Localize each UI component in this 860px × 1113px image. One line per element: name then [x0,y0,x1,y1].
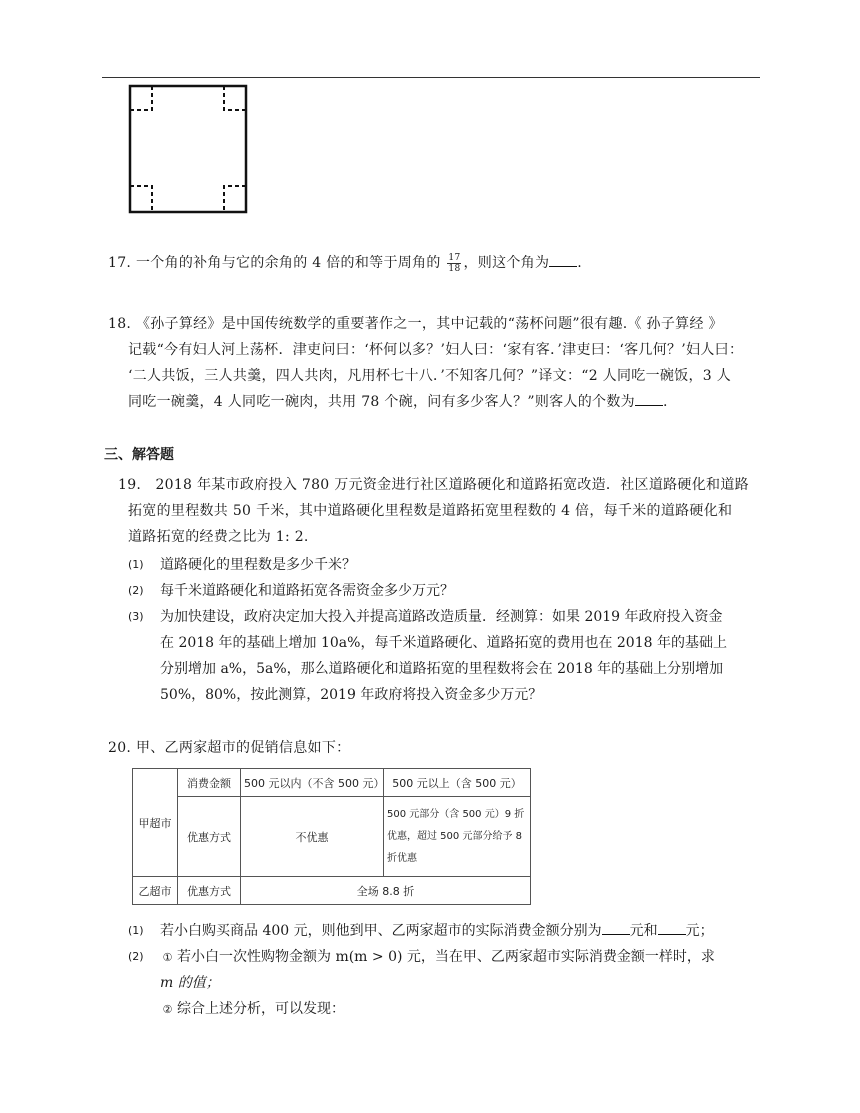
answer-blank[interactable] [658,920,686,935]
circled-number: ① [162,950,173,964]
answer-blank[interactable] [549,252,577,267]
question-text: ，则这个角为 [463,255,550,271]
question-line: 同吃一碗羹，4 人同吃一碗肉，共用 78 个碗，问有多少客人？”则客人的个数为 [128,394,635,410]
sub-line: 每千米道路硬化和道路拓宽各需资金多少万元？ [160,583,454,599]
question-number: 17. [108,255,132,271]
sub-line: 为加快建设，政府决定加大投入并提高道路改造质量．经测算：如果 2019 年政府投入资金 [160,609,723,625]
store-jia-label: 甲超市 [133,769,178,877]
question-number: 18. [108,316,132,332]
circled-number: ② [162,1002,173,1016]
sub-label: (2) [128,584,144,597]
question-number: 20. [108,740,132,756]
question-line: 道路拓宽的经费之比为 1: 2. [128,529,309,545]
sub-line: 若小白一次性购物金额为 m(m > 0) 元，当在甲、乙两家超市实际消费金额一样时，求 [177,949,715,965]
sub-line: 综合上述分析，可以发现： [177,1001,345,1017]
promotion-table [132,768,531,905]
sub-line: 道路硬化的里程数是多少千米？ [160,557,356,573]
question-number: 19. [118,477,142,493]
method-label: 优惠方式 [178,797,241,877]
sub-line: 50%，80%，按此测算，2019 年政府将投入资金多少万元？ [160,687,543,703]
question-line: 2018 年某市政府投入 780 万元资金进行社区道路硬化和道路拓宽改造．社区道路硬化和道路 [155,477,749,493]
store-yi-label: 乙超市 [133,877,178,905]
sub-label: (3) [128,610,144,623]
question-19 [118,472,768,550]
section-heading: 三、解答题 [104,447,174,463]
sub-line: m 的值； [160,975,220,991]
sub-line: 在 2018 年的基础上增加 10a%，每千米道路硬化、道路拓宽的费用也在 2018 年的基础上 [160,635,727,651]
header-rule [102,77,760,78]
question-line: 记载“今有妇人河上荡杯．津吏问曰：‘杯何以多？’妇人曰：‘家有客．’津吏曰：‘客几何？’妇人曰： [128,342,744,358]
sub-label: (1) [128,558,144,571]
answer-blank[interactable] [602,920,630,935]
sub-label: (2) [128,950,144,963]
header-amount: 消费金额 [178,769,241,797]
question-line: 拓宽的里程数共 50 千米，其中道路硬化里程数是道路拓宽里程数的 4 倍，每千米的道路硬化和 [128,503,733,519]
sub-label: (1) [128,924,144,937]
sub-line: 若小白购买商品 400 元，则他到甲、乙两家超市的实际消费金额分别为 [160,923,602,939]
question-20 [108,735,350,761]
answer-blank[interactable] [635,391,663,406]
method-label: 优惠方式 [178,877,241,905]
jia-within-value: 不优惠 [241,797,384,877]
header-within-500: 500 元以内（不含 500 元） [241,769,384,797]
question-line: 《孙子算经》是中国传统数学的重要著作之一，其中记载的“荡杯问题”很有趣.《 孙子算经 》 [135,316,723,332]
fraction: $\frac{17}{18}$ [448,252,461,274]
header-above-500: 500 元以上（含 500 元） [384,769,531,797]
jia-above-value: 500 元部分（含 500 元）9 折 优惠，超过 500 元部分给予 8 折优惠 [384,797,531,877]
yi-value: 全场 8.8 折 [241,877,531,905]
question-18: 18. 《孙子算经》是中国传统数学的重要著作之一，其中记载的“荡杯问题”很有趣.《 孙子算经 》 记载“今有妇人河上荡杯．津吏问曰：‘杯何以多？’妇人曰：‘家有客．’津吏曰：‘客几何？’妇人曰： ‘二人共饭，三人共羹，四人共肉，凡用杯七十八．’不知客几何？”译文：“2 人同吃一碗饭，3 人 同吃一碗羹，4 人同吃一碗肉，共用 78 个碗，问有多少客人？”则客人的个数为 . [108,311,768,415]
square-corner-cut-figure [120,80,260,216]
question-text: 一个角的补角与它的余角的 4 倍的和等于周角的 [135,255,441,271]
question-17: 17. 一个角的补角与它的余角的 4 倍的和等于周角的 $\frac{17}{18}$ ，则这个角为 . [108,250,582,276]
question-text: 甲、乙两家超市的促销信息如下： [135,740,351,756]
question-line: ‘二人共饭，三人共羹，四人共肉，凡用杯七十八．’不知客几何？”译文：“2 人同吃一碗饭，3 人 [128,368,732,384]
sub-line: 分别增加 a%，5a%，那么道路硬化和道路拓宽的里程数将会在 2018 年的基础上分别增加 [160,661,724,677]
